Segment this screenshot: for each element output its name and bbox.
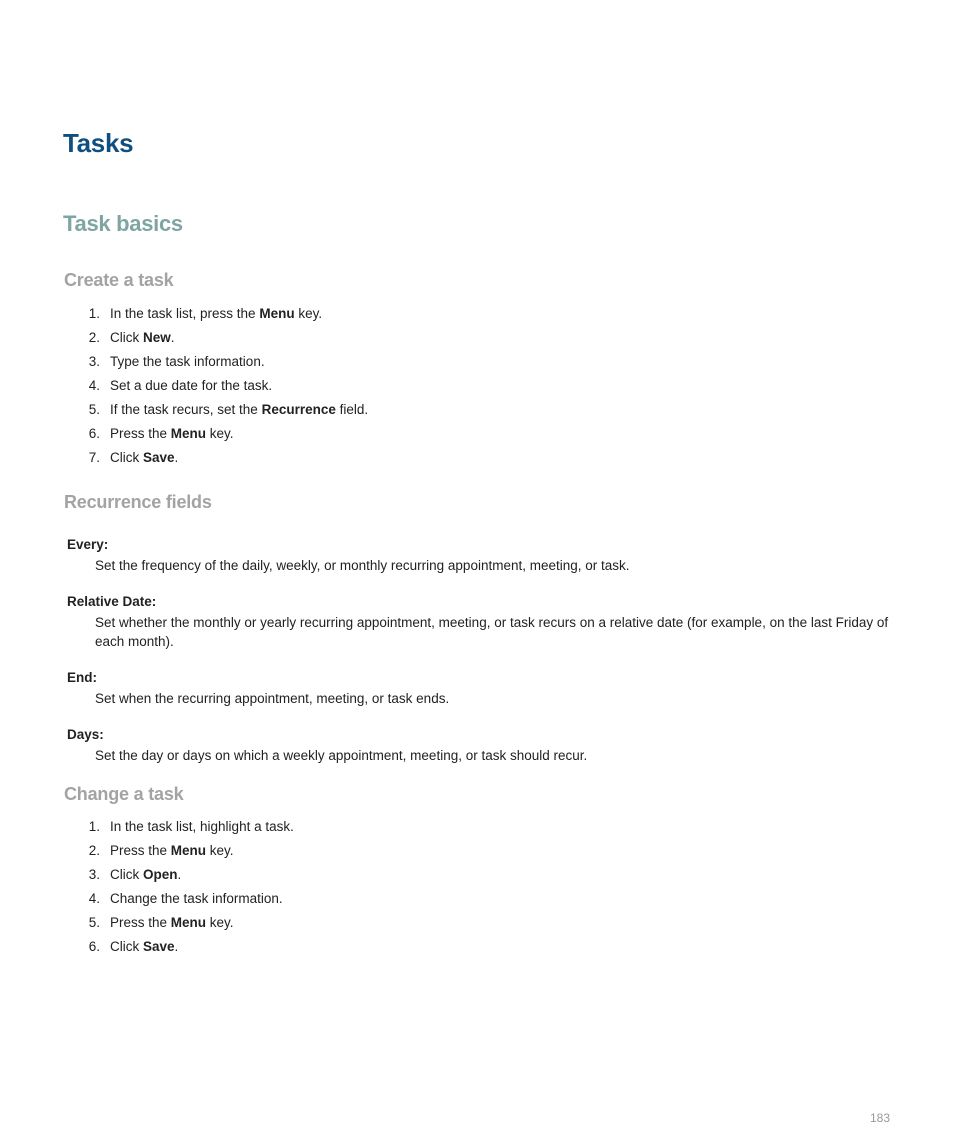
change-step: 1. In the task list, highlight a task.	[88, 819, 294, 834]
field-relative-date	[67, 592, 897, 651]
change-step: 6. Click Save.	[88, 939, 179, 954]
field-term: Days:	[67, 727, 104, 742]
recurrence-fields-heading: Recurrence fields	[64, 492, 212, 512]
field-term: Every:	[67, 537, 109, 552]
field-description: Set whether the monthly or yearly recurring appointment, meeting, or task recurs on a relative date (for example, on the last Friday of each month).	[95, 615, 889, 649]
change-step: 3. Click Open.	[88, 867, 182, 882]
field-description: Set the day or days on which a weekly appointment, meeting, or task should recur.	[95, 748, 588, 763]
recurrence-fields-list	[67, 535, 897, 782]
create-task-heading: Create a task	[64, 270, 174, 290]
change-step: 2. Press the Menu key.	[88, 843, 234, 858]
create-step: 4. Set a due date for the task.	[88, 378, 273, 393]
create-task-steps	[64, 302, 368, 470]
field-term: End:	[67, 670, 97, 685]
page-title: Tasks	[63, 128, 134, 158]
section-heading: Task basics	[63, 211, 183, 236]
create-step: 6. Press the Menu key.	[88, 426, 234, 441]
create-step: 1. In the task list, press the Menu key.	[88, 306, 323, 321]
field-description: Set the frequency of the daily, weekly, or monthly recurring appointment, meeting, or task.	[95, 558, 630, 573]
create-step: 3. Type the task information.	[88, 354, 265, 369]
change-step: 5. Press the Menu key.	[88, 915, 234, 930]
change-step: 4. Change the task information.	[88, 891, 283, 906]
field-description: Set when the recurring appointment, meeting, or task ends.	[95, 691, 450, 706]
page-number: 183	[870, 1111, 891, 1125]
change-task-heading: Change a task	[64, 784, 184, 804]
field-every	[67, 535, 897, 575]
field-end	[67, 668, 897, 708]
create-step: 7. Click Save.	[88, 450, 179, 465]
create-step: 2. Click New.	[88, 330, 175, 345]
field-term: Relative Date:	[67, 594, 157, 609]
change-task-steps	[64, 815, 294, 959]
create-step: 5. If the task recurs, set the Recurrence field.	[88, 402, 369, 417]
field-days	[67, 725, 897, 765]
